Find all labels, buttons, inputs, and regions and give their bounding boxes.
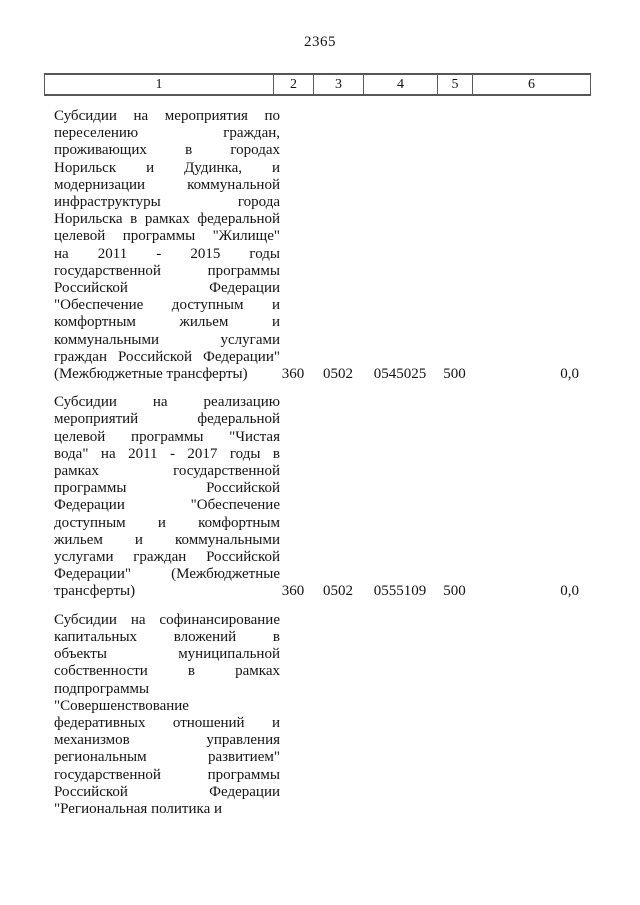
cell-amount: 0,0 bbox=[560, 583, 579, 600]
row-name-line: мероприятий федеральной bbox=[54, 411, 280, 428]
row-name-line: Федерации "Обеспечение bbox=[54, 497, 280, 514]
cell-amount: 0,0 bbox=[560, 366, 579, 383]
row-name-line: Норильска в рамках федеральной bbox=[54, 211, 280, 228]
row-name-line: целевой программы "Чистая bbox=[54, 428, 280, 445]
row-name-line: Российской Федерации bbox=[54, 783, 280, 800]
row-name-line: коммунальными услугами bbox=[54, 331, 280, 348]
row-name-line: граждан Российской Федерации" bbox=[54, 348, 280, 365]
row-name-line: объекты муниципальной bbox=[54, 646, 280, 663]
cell-code-target: 0555109 bbox=[373, 583, 427, 600]
row-name-text bbox=[54, 612, 280, 818]
row-name-line: комфортным жильем и bbox=[54, 314, 280, 331]
table-row bbox=[44, 394, 591, 600]
row-name-line: трансферты) bbox=[54, 583, 136, 600]
table-header-row bbox=[44, 73, 591, 96]
row-name-line: проживающих в городах bbox=[54, 142, 280, 159]
cell-code-chapter: 360 bbox=[281, 366, 305, 383]
row-name-text bbox=[54, 394, 280, 600]
column-header-5: 5 bbox=[437, 75, 472, 94]
row-name-line: модернизации коммунальной bbox=[54, 176, 280, 193]
row-name-line: капитальных вложений в bbox=[54, 628, 280, 645]
row-name-line: Субсидии на мероприятия по bbox=[54, 108, 280, 124]
table-body bbox=[44, 108, 591, 818]
column-header-6: 6 bbox=[472, 75, 590, 94]
row-name-line: Норильск и Дудинка, и bbox=[54, 159, 280, 176]
row-name-line: "Обеспечение доступным и bbox=[54, 297, 280, 314]
row-name-line: собственности в рамках bbox=[54, 663, 280, 680]
table-row bbox=[44, 612, 591, 818]
row-name-text bbox=[54, 108, 280, 383]
row-name-line: переселению граждан, bbox=[54, 125, 280, 142]
row-name-line: Субсидии на реализацию bbox=[54, 394, 280, 411]
row-name-line: (Межбюджетные трансферты) bbox=[54, 366, 248, 383]
row-name-line: инфраструктуры города bbox=[54, 194, 280, 211]
row-name-line: вода" на 2011 - 2017 годы в bbox=[54, 445, 280, 462]
row-name-line: жильем и коммунальными bbox=[54, 531, 280, 548]
column-header-3: 3 bbox=[313, 75, 363, 94]
row-name-line: региональным развитием" bbox=[54, 749, 280, 766]
cell-code-chapter: 360 bbox=[281, 583, 305, 600]
row-name-line: "Совершенствование bbox=[54, 697, 189, 714]
row-name-line: государственной программы bbox=[54, 766, 280, 783]
column-header-1: 1 bbox=[155, 77, 163, 92]
table-row bbox=[44, 108, 591, 383]
page-number: 2365 bbox=[304, 34, 336, 50]
cell-code-target: 0545025 bbox=[373, 366, 427, 383]
row-name-line: целевой программы "Жилище" bbox=[54, 228, 280, 245]
row-name-line: механизмов управления bbox=[54, 732, 280, 749]
row-name-line: программы Российской bbox=[54, 480, 280, 497]
row-name-line: услугами граждан Российской bbox=[54, 549, 280, 566]
row-name-line: доступным и комфортным bbox=[54, 514, 280, 531]
column-header-4: 4 bbox=[363, 75, 437, 94]
row-name-line: федеративных отношений и bbox=[54, 714, 280, 731]
cell-code-section: 0502 bbox=[323, 583, 353, 600]
row-name-line: "Региональная политика и bbox=[54, 800, 223, 817]
cell-code-section: 0502 bbox=[323, 366, 353, 383]
row-name-line: на 2011 - 2015 годы bbox=[54, 245, 280, 262]
cell-code-type: 500 bbox=[443, 366, 466, 383]
column-header-2: 2 bbox=[273, 75, 313, 94]
cell-code-type: 500 bbox=[443, 583, 466, 600]
row-name-line: Федерации" (Межбюджетные bbox=[54, 566, 280, 583]
row-name-line: Российской Федерации bbox=[54, 280, 280, 297]
row-name-line: Субсидии на софинансирование bbox=[54, 611, 280, 628]
row-name-line: подпрограммы bbox=[54, 680, 150, 697]
row-name-line: рамках государственной bbox=[54, 463, 280, 480]
budget-table bbox=[44, 73, 591, 818]
row-name-line: государственной программы bbox=[54, 262, 280, 279]
